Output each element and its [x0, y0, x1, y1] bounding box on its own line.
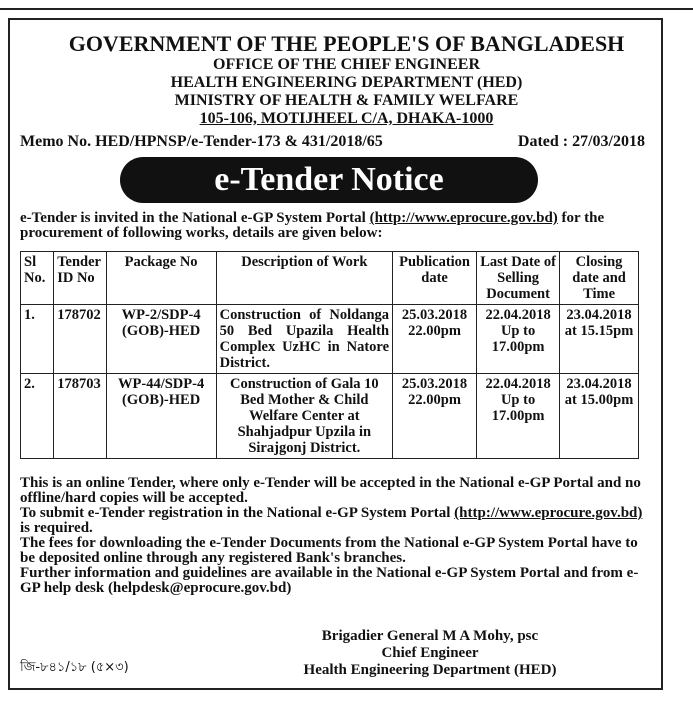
- note-further: Further information and guidelines are available in the National e-GP System Portal and from e-GP help desk (helpdesk@eprocure.gov.bd): [20, 565, 639, 596]
- header-description: Description of Work: [216, 252, 392, 305]
- cell-package: WP-44/SDP-4 (GOB)-HED: [106, 374, 216, 459]
- registration-link[interactable]: (http://www.eprocure.gov.bd): [454, 505, 643, 521]
- header-closing: Closing date and Time: [560, 252, 639, 305]
- note-registration: [20, 506, 645, 536]
- cell-last-date: 22.04.2018 Up to 17.00pm: [477, 305, 560, 374]
- department-title: HEALTH ENGINEERING DEPARTMENT (HED): [170, 74, 523, 91]
- cell-description: Construction of Noldanga 50 Bed Upazila Health Complex UzHC in Natore District.: [216, 305, 392, 374]
- cell-tender-id: 178702: [54, 305, 106, 374]
- registration-text-end: is required.: [20, 520, 93, 536]
- tender-table: [20, 251, 639, 459]
- intro-text-end: for the procurement of following works, details are given below:: [20, 210, 605, 241]
- cell-publication: 25.03.2018 22.00pm: [393, 305, 477, 374]
- top-cut-border: [0, 0, 693, 10]
- registration-text: To submit e-Tender registration in the National e-GP System Portal: [20, 505, 455, 521]
- intro-text: e-Tender is invited in the National e-GP System Portal: [20, 210, 370, 226]
- memo-date: Dated : 27/03/2018: [517, 133, 645, 150]
- portal-link[interactable]: (http://www.eprocure.gov.bd): [369, 210, 558, 226]
- cell-closing: 23.04.2018 at 15.00pm: [560, 374, 639, 459]
- cell-tender-id: 178703: [54, 374, 106, 459]
- cell-closing: 23.04.2018 at 15.15pm: [560, 305, 639, 374]
- note-online: This is an online Tender, where only e-Tender will be accepted in the National e-GP Portal and no offline/hard copies will be accepted.: [20, 475, 641, 506]
- header-package: Package No: [106, 252, 216, 305]
- ministry-title: MINISTRY OF HEALTH & FAMILY WELFARE: [174, 92, 519, 109]
- table-row: [21, 374, 639, 459]
- cell-description: Construction of Gala 10 Bed Mother & Child Welfare Center at Shahjadpur Upzila in Sirajgonj District.: [216, 374, 392, 459]
- header-sl: Sl No.: [21, 252, 54, 305]
- header-last-date: Last Date of Selling Document: [477, 252, 560, 305]
- office-address: 105-106, MOTIJHEEL C/A, DHAKA-1000: [199, 110, 494, 127]
- cell-package: WP-2/SDP-4 (GOB)-HED: [106, 305, 216, 374]
- table-header-row: [21, 252, 639, 305]
- header-publication: Publication date: [393, 252, 477, 305]
- signature-department: Health Engineering Department (HED): [303, 662, 557, 678]
- cell-sl: 2.: [21, 374, 54, 459]
- table-row: [21, 305, 639, 374]
- cell-publication: 25.03.2018 22.00pm: [393, 374, 477, 459]
- government-title: GOVERNMENT OF THE PEOPLE'S OF BANGLADESH: [68, 31, 625, 56]
- memo-number: Memo No. HED/HPNSP/e-Tender-173 & 431/2018/65: [20, 133, 383, 150]
- header-tender-id: Tender ID No: [54, 252, 106, 305]
- notice-banner: e-Tender Notice: [120, 157, 538, 203]
- signature-title: Chief Engineer: [381, 645, 479, 661]
- memo-row: [20, 133, 645, 151]
- signature-name: Brigadier General M A Mohy, psc: [321, 628, 539, 644]
- note-fees: The fees for downloading the e-Tender Documents from the National e-GP System Portal have to be deposited online through any registered Bank's branches.: [20, 535, 638, 566]
- office-title: OFFICE OF THE CHIEF ENGINEER: [213, 56, 480, 73]
- reference-code: জি-৮৪১/১৮ (৫×৩): [20, 660, 129, 675]
- cell-sl: 1.: [21, 305, 54, 374]
- intro-paragraph: [20, 211, 645, 241]
- cell-last-date: 22.04.2018 Up to 17.00pm: [477, 374, 560, 459]
- notes-block: [20, 476, 645, 596]
